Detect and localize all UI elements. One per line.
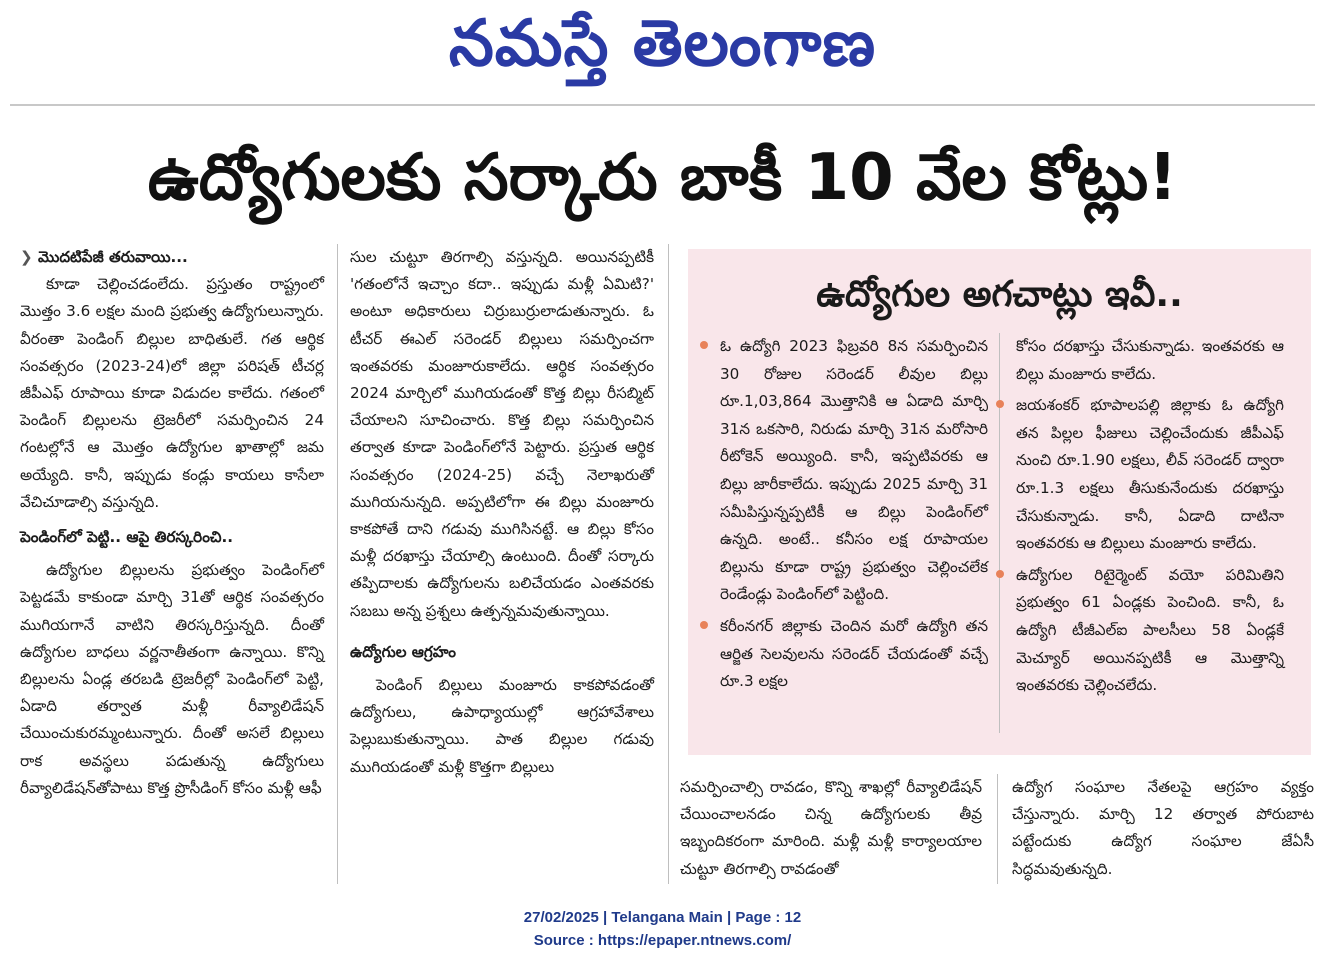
column1-paragraph-1: కూడా చెల్లించడంలేదు. ప్రస్తుతం రాష్ట్రంలో మొత్తం 3.6 లక్షల మంది ప్రభుత్వ ఉద్యోగులున్నారు. వీరంతా పెండింగ్ బిల్లుల బాధితులే. గత ఆర్థిక సంవత్సరం (2023-24)లో జిల్లా పరిషత్ టీచర్ల జీపీఎఫ్ రూపాయి కూడా విడుదల కాలేదు. గతంలో పెండింగ్ బిల్లులను ట్రెజరీలో సమర్పించిన 24 గంటల్లోనే ఆ మొత్తం ఉద్యోగుల ఖాతాల్లో జమ అయ్యేది. కానీ, ఇప్పుడు కండ్లు కాయలు కాసేలా వేచిచూడాల్సి వస్తున్నది. xyxy=(20,275,324,511)
bullet-icon xyxy=(996,570,1004,578)
list-item: కరీంనగర్ జిల్లాకు చెందిన మరో ఉద్యోగి తన ఆర్జిత సెలవులను సరెండర్ చేయడంతో వచ్చే రూ.3 లక్షల xyxy=(720,613,988,696)
list-item: ఉద్యోగుల రిటైర్మెంట్ వయో పరిమితిని ప్రభుత్వం 61 ఏండ్లకు పెంచింది. కానీ, ఓ ఉద్యోగి టీజీఎల్‌ఐ పాలసీలు 58 ఏండ్లకే మెచ్యూర్ అయినప్పటికీ ఆ మొత్తాన్ని ఇంతవరకు చెల్లించలేదు. xyxy=(1016,562,1284,700)
list-item-continuation: కోసం దరఖాస్తు చేసుకున్నాడు. ఇంతవరకు ఆ బిల్లు మంజూరు కాలేదు. xyxy=(1016,337,1284,383)
edition-info: 27/02/2025 | Telangana Main | Page : 12 xyxy=(523,909,802,926)
continued-kicker: ❯ మొదటిపేజీ తరువాయి... xyxy=(20,244,324,271)
masthead-divider xyxy=(10,104,1315,106)
sidebar-box-left-column xyxy=(720,333,988,700)
sidebar-box xyxy=(688,249,1311,755)
column4-paragraph: ఉద్యోగ సంఘాల నేతలపై ఆగ్రహం వ్యక్తం చేస్తున్నారు. మార్చి 12 తర్వాత పోరుబాట పట్టేందుకు ఉద్యోగ సంఘాల జేఏసీ సిద్ధమవుతున్నది. xyxy=(1012,778,1314,878)
column2-subhead: ఉద్యోగుల ఆగ్రహం xyxy=(350,642,456,661)
article-column-2 xyxy=(350,244,654,781)
column-divider xyxy=(337,244,338,884)
source-link[interactable]: Source : https://epaper.ntnews.com/ xyxy=(533,932,792,949)
headline: ఉద్యోగులకు సర్కారు బాకీ 10 వేల కోట్లు! xyxy=(147,141,1178,215)
box-divider xyxy=(999,333,1000,733)
masthead xyxy=(0,0,1325,96)
column2-paragraph-1: సుల చుట్టూ తిరగాల్సి వస్తున్నది. అయినప్పటికీ 'గతంలోనే ఇచ్చాం కదా.. ఇప్పుడు మళ్లీ ఏమిటి?' అంటూ అధికారులు చిర్రుబుర్రులాడుతున్నారు. ఓ టీచర్ ఈఎల్ సరెండర్ బిల్లులు సమర్పించగా ఇంతవరకు మంజూరుకాలేదు. ఆర్థిక సంవత్సరం 2024 మార్చిలో ముగియడంతో కొత్త బిల్లు రీసబ్మిట్ చేయాలని సూచించారు. కొత్త బిల్లు సమర్పించిన తర్వాత కూడా పెండింగ్‌లోనే పెట్టారు. ప్రస్తుత ఆర్థిక సంవత్సరం (2024-25) వచ్చే నెలాఖరుతో ముగియనున్నది. అప్పటిలోగా ఈ బిల్లు మంజూరు కాకపోతే దాని గడువు ముగిసినట్టే. ఆ బిల్లు కోసం మళ్లీ దరఖాస్తు చేయాల్సి ఉంటుంది. దీంతో సర్కారు తప్పిదాలకు ఉద్యోగులను బలిచేయడం ఎంతవరకు సబబు అన్న ప్రశ్నలు ఉత్పన్నమవుతున్నాయి. xyxy=(350,248,654,620)
column3-paragraph: సమర్పించాల్సి రావడం, కొన్ని శాఖల్లో రీవ్యాలిడేషన్ చేయించాలనడం చిన్న ఉద్యోగులకు తీవ్ర ఇబ్బందికరంగా మారింది. మళ్లీ మళ్లీ కార్యాలయాల చుట్టూ తిరగాల్సి రావడంతో xyxy=(680,778,982,878)
article-column-1 xyxy=(20,244,324,802)
list-item: ఓ ఉద్యోగి 2023 ఫిబ్రవరి 8న సమర్పించిన 30 రోజుల సరెండర్ లీవుల బిల్లు రూ.1,03,864 మొత్తానికి ఆ ఏడాది మార్చి 31న ఒకసారి, నిరుడు మార్చి 31న మరోసారి రీటోకెన్ అయ్యింది. కానీ, ఇప్పటివరకు ఆ బిల్లు జారీకాలేదు. ఇప్పుడు 2025 మార్చి 31 సమీపిస్తున్నప్పటికీ ఆ బిల్లు పెండింగ్‌లో ఉన్నది. అంటే.. కనీసం లక్ష రూపాయల బిల్లును కూడా రాష్ట్ర ప్రభుత్వం చెల్లించలేక రెండేండ్లు పెండింగ్‌లో పెట్టింది. xyxy=(720,333,988,609)
page-footer xyxy=(0,906,1325,952)
sidebar-box-right-column xyxy=(1016,333,1284,704)
column1-paragraph-2: ఉద్యోగుల బిల్లులను ప్రభుత్వం పెండింగ్‌లో పెట్టడమే కాకుండా మార్చి 31తో ఆర్థిక సంవత్సరం ముగియగానే వాటిని తిరస్కరిస్తున్నది. దీంతో ఉద్యోగుల బాధలు వర్ణనాతీతంగా ఉన్నాయి. కొన్ని బిల్లులను ఏండ్ల తరబడి ట్రెజరీల్లో పెండింగ్‌లో పెట్టి, ఏడాది తర్వాత మళ్లీ రీవ్యాలిడేషన్ చేయించుకురమ్మంటున్నారు. దీంతో అసలే బిల్లులు రాక అవస్థలు పడుతున్న ఉద్యోగులు రీవ్యాలిడేషన్‌తోపాటు కొత్త ప్రొసీడింగ్ కోసం మళ్లీ ఆఫీ xyxy=(20,561,324,797)
column1-subhead: పెండింగ్‌లో పెట్టి.. ఆపై తిరస్కరించి.. xyxy=(20,528,234,547)
list-item: జయశంకర్ భూపాలపల్లి జిల్లాకు ఓ ఉద్యోగి తన పిల్లల ఫీజులు చెల్లించేందుకు జీపీఎఫ్ నుంచి రూ.1.90 లక్షలు, లీవ్ సరెండర్ ద్వారా రూ.1.3 లక్షలు తీసుకునేందుకు దరఖాస్తు చేసుకున్నాడు. కానీ, ఏడాది దాటినా ఇంతవరకు ఆ బిల్లులు మంజూరు కాలేదు. xyxy=(1016,392,1284,558)
article-column-3 xyxy=(680,774,982,883)
column2-paragraph-2: పెండింగ్ బిల్లులు మంజూరు కాకపోవడంతో ఉద్యోగులు, ఉపాధ్యాయుల్లో ఆగ్రహావేశాలు పెల్లుబుకుతున్నాయి. పాత బిల్లుల గడువు ముగియడంతో మళ్లీ కొత్తగా బిల్లులు xyxy=(350,676,654,776)
bullet-icon xyxy=(700,341,708,349)
newspaper-logo: నమస్తే తెలంగాణ xyxy=(448,7,877,81)
column-divider xyxy=(668,244,669,884)
bullet-icon xyxy=(996,400,1004,408)
column-divider xyxy=(997,774,998,884)
article-column-4 xyxy=(1012,774,1314,883)
sidebar-box-title: ఉద్యోగుల అగచాట్లు ఇవీ.. xyxy=(816,274,1183,315)
bullet-icon xyxy=(700,621,708,629)
